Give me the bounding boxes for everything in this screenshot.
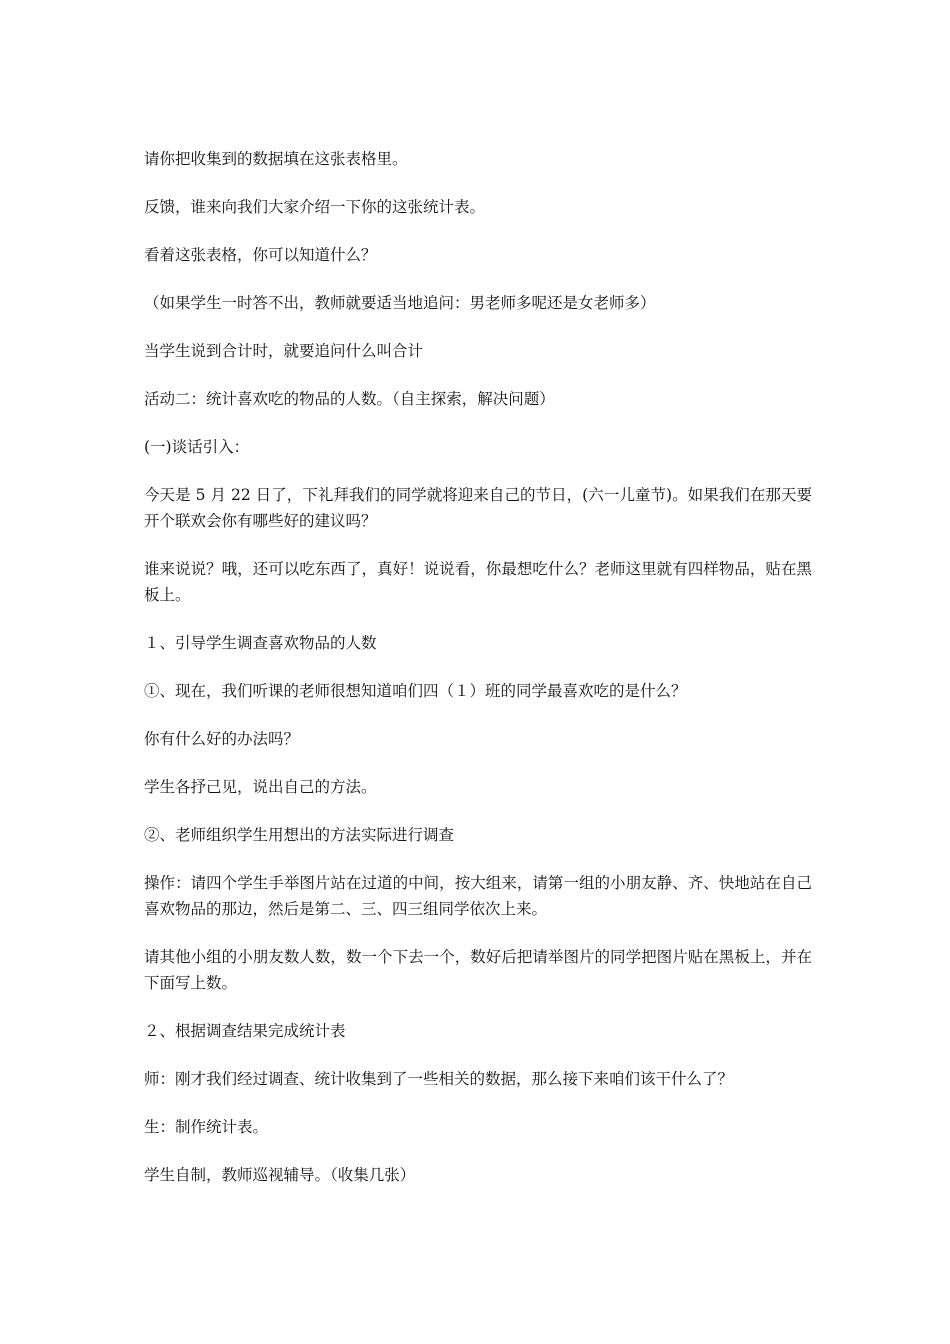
paragraph-2: 反馈，谁来向我们大家介绍一下你的这张统计表。 xyxy=(144,198,486,216)
document-body xyxy=(144,146,812,1210)
paragraph-4: （如果学生一时答不出，教师就要适当地追问：男老师多呢还是女老师多） xyxy=(144,294,656,312)
paragraph-3: 看着这张表格，你可以知道什么？ xyxy=(144,246,377,264)
paragraph-11: ①、现在，我们听课的老师很想知道咱们四（１）班的同学最喜欢吃的是什么？ xyxy=(144,682,687,700)
paragraph-20: 学生自制，教师巡视辅导。（收集几张） xyxy=(144,1166,416,1184)
paragraph-19: 生：制作统计表。 xyxy=(144,1118,269,1136)
paragraph-5: 当学生说到合计时，就要追问什么叫合计 xyxy=(144,342,424,360)
paragraph-8: 今天是 5 月 22 日了，下礼拜我们的同学就将迎来自己的节日，(六一儿童节)。如果我们在那天要开个联欢会你有哪些好的建议吗？ xyxy=(144,486,812,530)
paragraph-10: １、引导学生调查喜欢物品的人数 xyxy=(144,634,377,652)
paragraph-9: 谁来说说？哦，还可以吃东西了，真好！说说看，你最想吃什么？老师这里就有四样物品，贴在黑板上。 xyxy=(144,560,812,604)
paragraph-14: ②、老师组织学生用想出的方法实际进行调查 xyxy=(144,826,455,844)
paragraph-12: 你有什么好的办法吗？ xyxy=(144,730,300,748)
paragraph-17: ２、根据调查结果完成统计表 xyxy=(144,1022,346,1040)
paragraph-16: 请其他小组的小朋友数人数，数一个下去一个，数好后把请举图片的同学把图片贴在黑板上，并在下面写上数。 xyxy=(144,948,812,992)
paragraph-6: 活动二：统计喜欢吃的物品的人数。（自主探索，解决问题） xyxy=(144,390,555,408)
paragraph-18: 师：刚才我们经过调查、统计收集到了一些相关的数据，那么接下来咱们该干什么了？ xyxy=(144,1070,734,1088)
paragraph-15: 操作：请四个学生手举图片站在过道的中间，按大组来，请第一组的小朋友静、齐、快地站在自己喜欢物品的那边，然后是第二、三、四三组同学依次上来。 xyxy=(144,874,812,918)
paragraph-1: 请你把收集到的数据填在这张表格里。 xyxy=(144,150,408,168)
paragraph-7: (一)谈话引入： xyxy=(144,438,250,456)
paragraph-13: 学生各抒己见，说出自己的方法。 xyxy=(144,778,377,796)
